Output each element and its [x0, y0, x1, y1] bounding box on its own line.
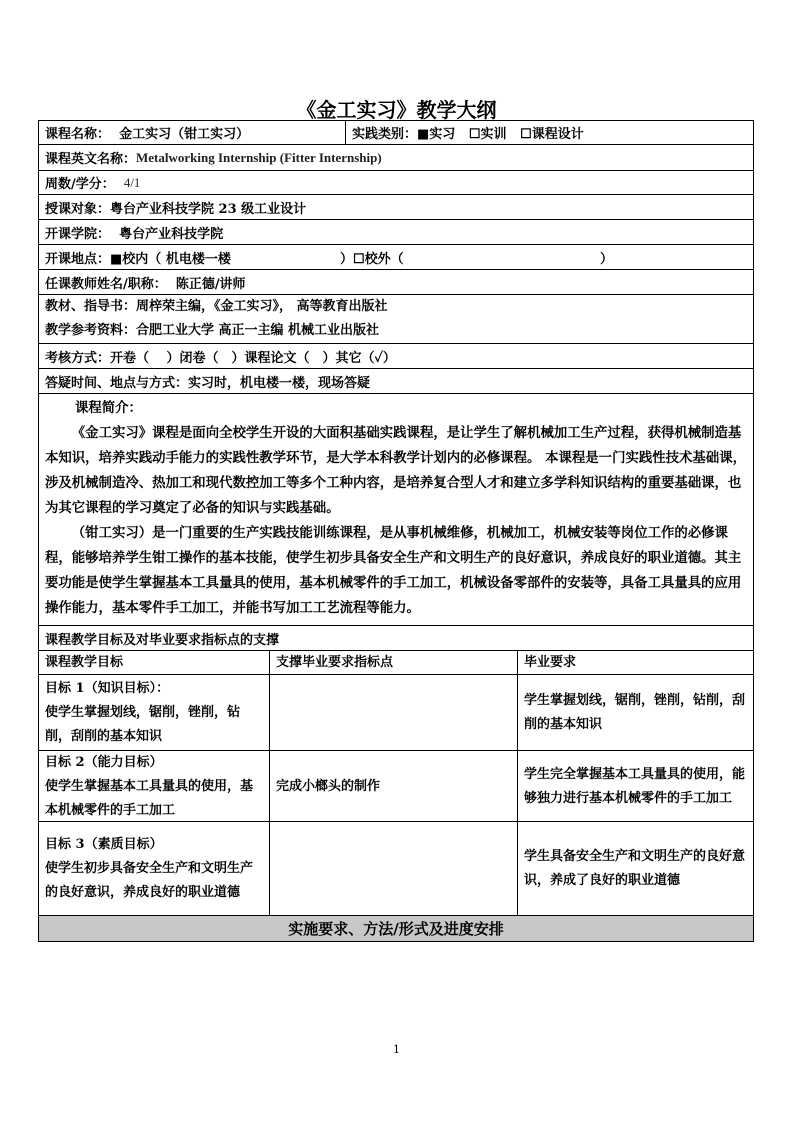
textbook: 教材、指导书：周梓荣主编，《金工实习》， 高等教育出版社 [45, 299, 388, 314]
english-name-row [39, 145, 753, 171]
teacher-label: 任课教师姓名/职称： [45, 276, 167, 292]
goal-title: 目标 3（素质目标） [45, 836, 163, 852]
location-inside: ■校内（ 机电楼一楼 [110, 251, 231, 267]
location-outside-close: ） [600, 251, 614, 267]
college-value: 粤台产业科技学院 [119, 226, 224, 242]
course-intro [39, 394, 753, 626]
goal-support: 完成小榔头的制作 [270, 751, 518, 823]
goal-desc: 使学生掌握基本工具量具的使用，基本机械零件的手工加工 [45, 779, 254, 818]
audience-label: 授课对象： [45, 201, 111, 217]
goal-title: 目标 1（知识目标）： [45, 680, 170, 696]
goal-requirement: 学生完全掌握基本工具量具的使用，能够独力进行基本机械零件的手工加工 [524, 767, 746, 806]
goal-row-3 [39, 822, 753, 916]
course-name-row [39, 121, 753, 145]
college-row [39, 220, 753, 245]
intro-paragraph-2: （钳工实习）是一门重要的生产实践技能训练课程，是从事机械维修，机械加工，机械安装等岗位工作的必修课程，能够培养学生钳工操作的基本技能，使学生初步具备安全生产和文明生产的良好意识，养成良好的职业道德。其主要功能是使学生掌握基本工具量具的使用，基本机械零件的手工加工，机械设备零部件的安装等，具备工具量具的应用操作能力，基本零件手工加工，并能书写加工工艺流程等能力。 [45, 525, 742, 616]
goal-support [270, 822, 518, 915]
goal-title: 目标 2（能力目标） [45, 755, 163, 770]
practice-option-design: ☐课程设计 [520, 127, 584, 142]
weeks-value: 4/1 [123, 174, 141, 190]
goal-desc: 使学生初步具备安全生产和文明生产的良好意识，养成良好的职业道德 [45, 860, 254, 900]
document-title: 《金工实习》教学大纲 [296, 98, 497, 122]
goals-header-row [39, 651, 753, 675]
page-number: 1 [393, 1043, 400, 1056]
college-label: 开课学院： [45, 226, 111, 242]
col-goal: 课程教学目标 [39, 651, 270, 675]
practice-option-internship: ■实习 [417, 127, 456, 142]
audience-value: 粤台产业科技学院 23 级工业设计 [110, 201, 307, 217]
audience-row [39, 195, 753, 220]
qa-row: 答疑时间、地点与方式：实习时，机电楼一楼，现场答疑 [39, 369, 753, 394]
goal-requirement: 学生掌握划线，锯削，锉削，钻削，刮削的基本知识 [524, 692, 746, 732]
assessment-row: 考核方式：开卷（ ）闭卷（ ）课程论文（ ）其它（✓） [39, 344, 753, 369]
goal-row-2 [39, 751, 753, 822]
intro-paragraph-1: 《金工实习》课程是面向全校学生开设的大面积基础实践课程，是让学生了解机械加工生产过程，获得机械制造基本知识，培养实践动手能力的实践性教学环节，是大学本科教学计划内的必修课程。 本课程是一门实践性技术基础课，涉及机械制造冷、热加工和现代数控加工等多个工种内容，是培养复合型人才和建立多学科知识结构的重要基础课，也为其它课程的学习奠定了必备的知识与实践基础。 [45, 425, 746, 516]
books-row [39, 295, 753, 344]
location-row [39, 245, 753, 270]
goal-support [270, 675, 518, 750]
reference-books: 教学参考资料：合肥工业大学 高正一主编 机械工业出版社 [45, 323, 380, 338]
english-name-label: 课程英文名称： [45, 152, 137, 167]
weeks-label: 周数/学分： [45, 177, 115, 192]
teacher-value: 陈正德/讲师 [175, 276, 246, 292]
teacher-row [39, 270, 753, 295]
goals-heading: 课程教学目标及对毕业要求指标点的支撑 [39, 626, 753, 651]
location-label: 开课地点： [45, 251, 111, 267]
col-support: 支撑毕业要求指标点 [270, 651, 518, 675]
goal-requirement: 学生具备安全生产和文明生产的良好意识，养成了良好的职业道德 [524, 848, 746, 888]
course-name-value: 金工实习（钳工实习） [119, 127, 250, 142]
syllabus-table [38, 120, 754, 942]
section-band: 实施要求、方法/形式及进度安排 [39, 916, 753, 942]
location-outside: ）☐校外（ [340, 251, 404, 267]
col-requirement: 毕业要求 [524, 655, 577, 670]
practice-option-training: ☐实训 [468, 127, 507, 142]
weeks-row [39, 171, 753, 195]
practice-type-label: 实践类别： [352, 127, 418, 142]
course-name-label: 课程名称： [45, 127, 111, 142]
goal-desc: 使学生掌握划线，锯削，锉削，钻削，刮削的基本知识 [45, 704, 241, 744]
english-name-value: Metalworking Internship (Fitter Internship) [136, 149, 382, 165]
intro-heading: 课程简介： [75, 400, 142, 416]
goal-row-1 [39, 675, 753, 751]
